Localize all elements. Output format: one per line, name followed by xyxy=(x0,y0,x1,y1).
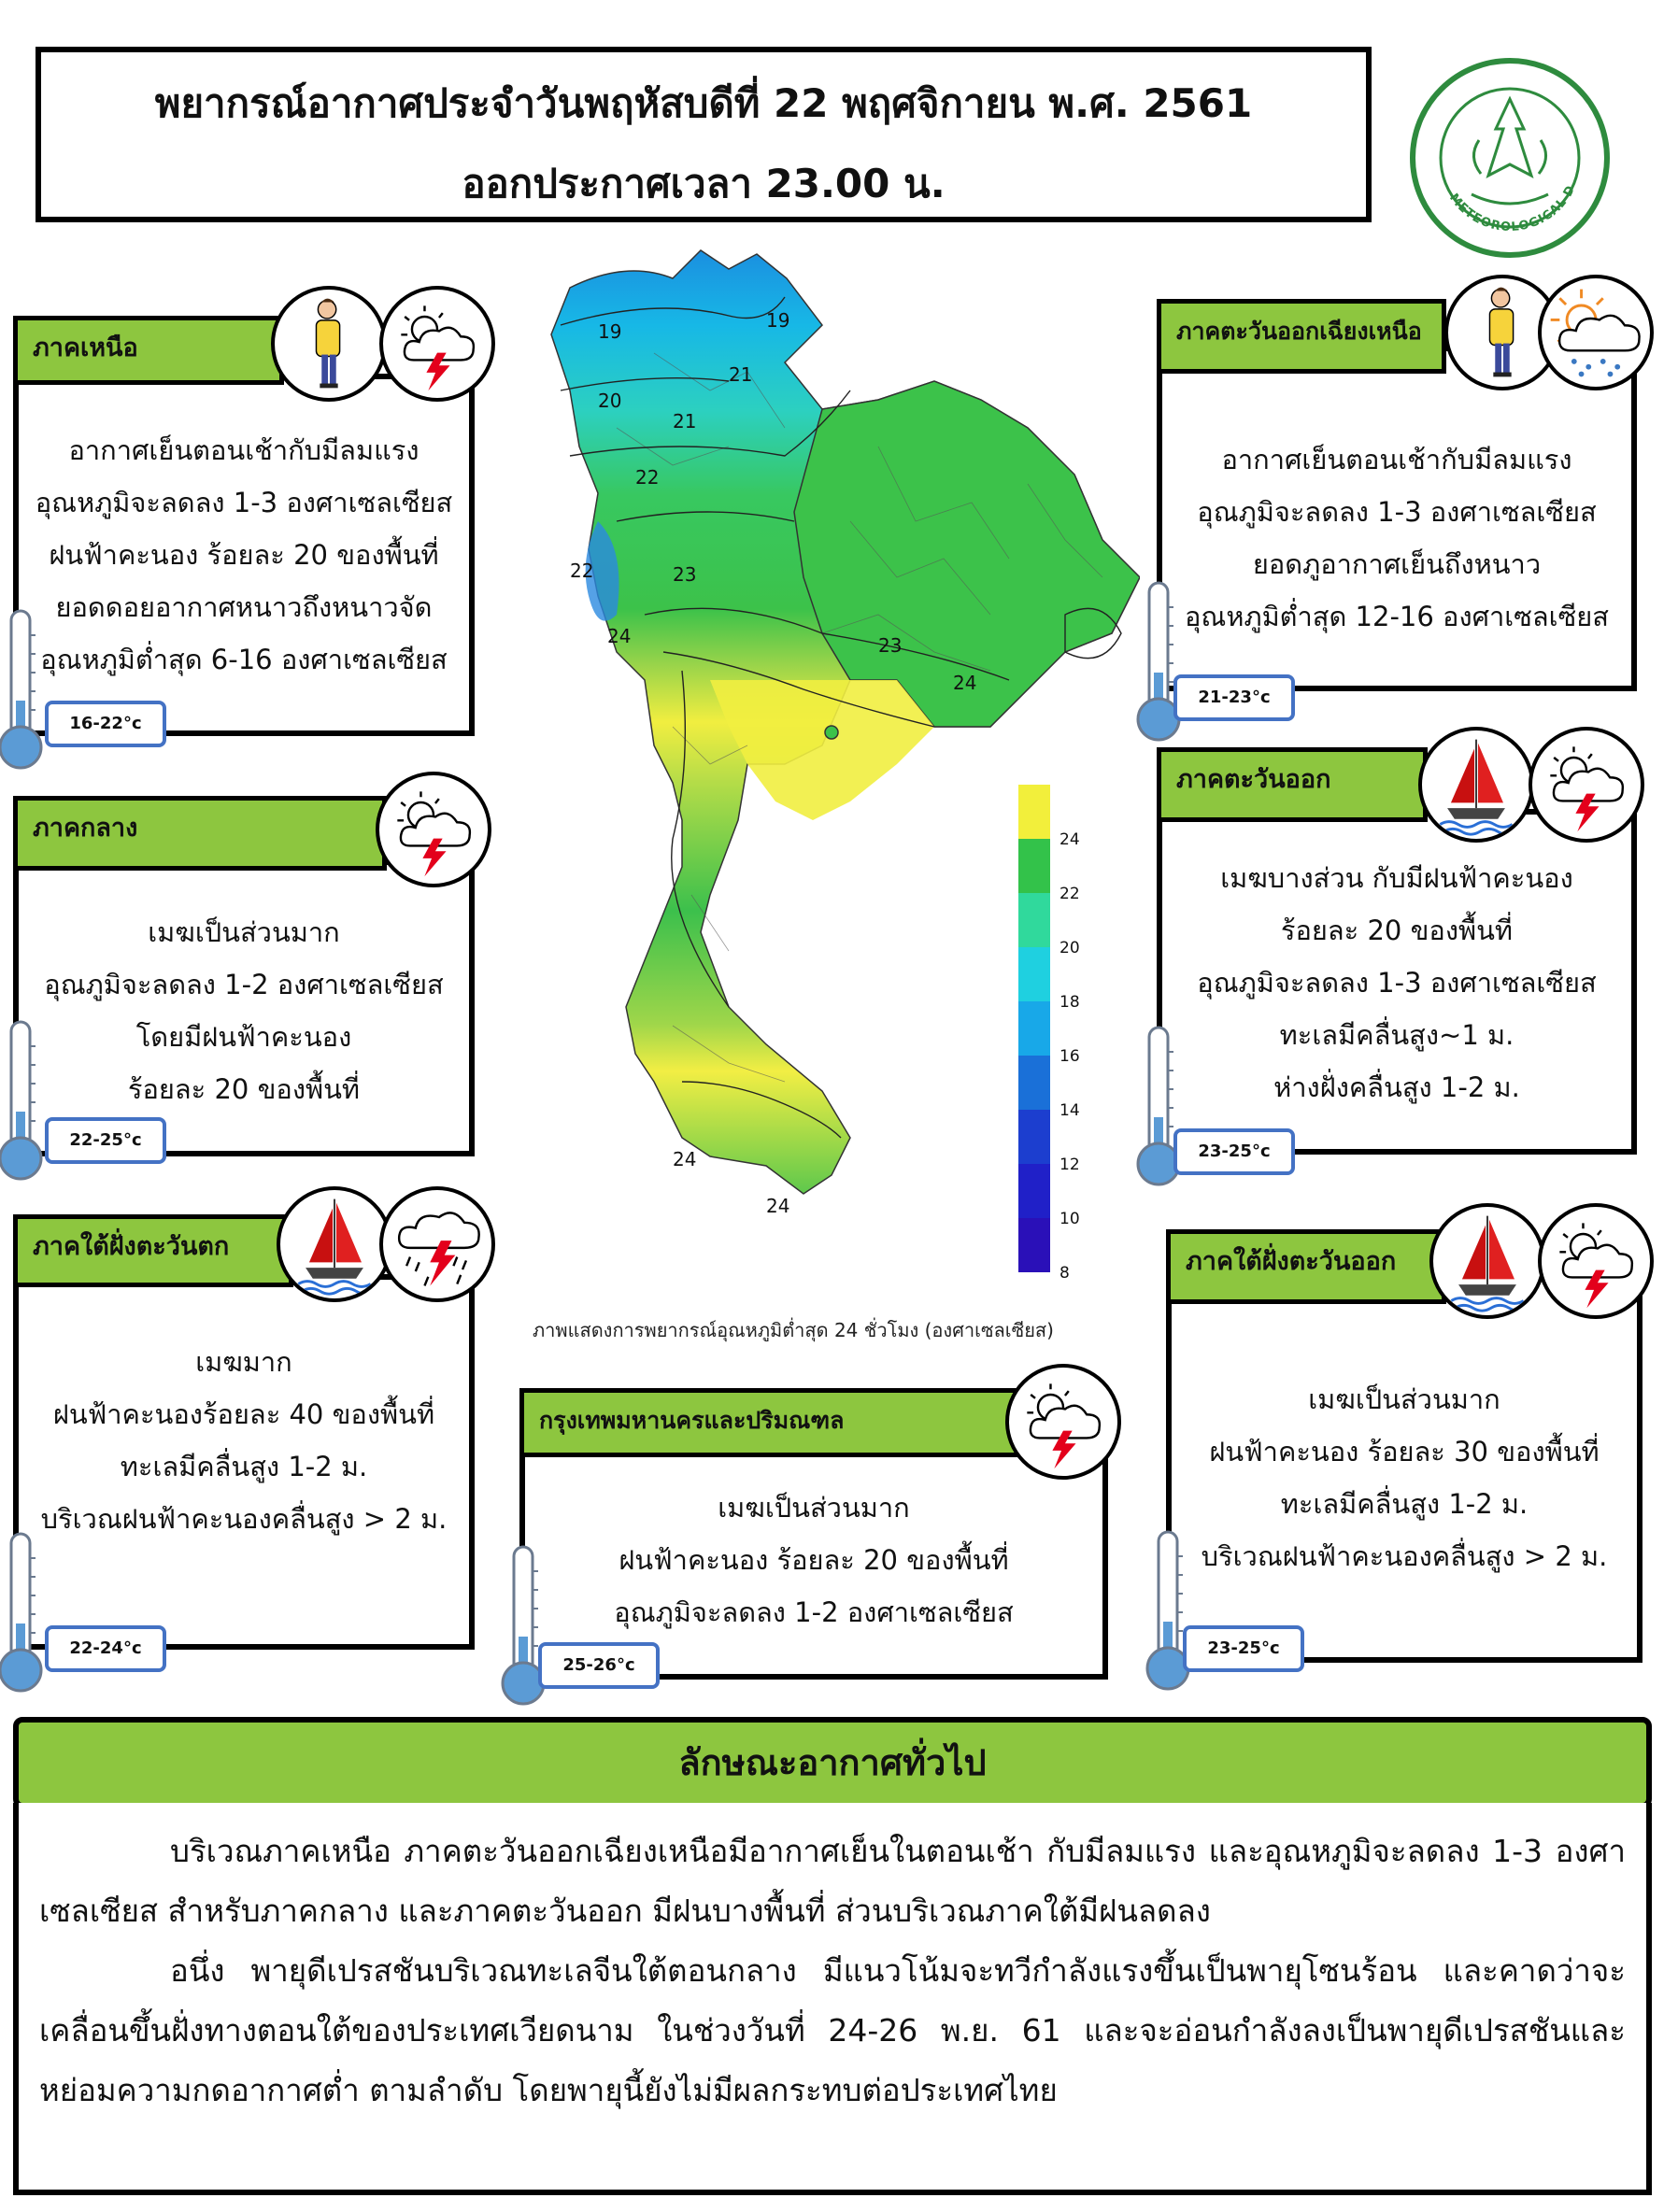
region-card-south-west xyxy=(13,1274,475,1650)
contour-label: 20 xyxy=(598,390,622,412)
contour-label: 19 xyxy=(598,320,622,343)
heavy-thunderstorm-icon xyxy=(379,1186,495,1302)
sailboat-icon xyxy=(277,1186,392,1302)
thunderstorm-icon xyxy=(1005,1364,1121,1480)
legend-tick: 18 xyxy=(1059,993,1080,1012)
central-line: อุณภูมิจะลดลง 1-2 องศาเซลเซียส xyxy=(44,969,444,1000)
map-caption: ภาพแสดงการพยากรณ์อุณหภูมิต่ำสุด 24 ชั่วโมง (องศาเซลเซียส) xyxy=(533,1319,1054,1341)
east-line: ห่างฝั่งคลื่นสูง 1-2 ม. xyxy=(1273,1071,1520,1103)
contour-label: 24 xyxy=(953,672,977,694)
region-card-north xyxy=(13,374,475,736)
temp-range-bangkok: 25-26°c xyxy=(538,1642,660,1689)
logo-text: METEOROLOGICAL D xyxy=(1446,182,1579,235)
region-card-central xyxy=(13,859,475,1156)
region-tab-bangkok: กรุงเทพมหานครและปริมณฑล xyxy=(519,1388,1043,1457)
thermometer-icon xyxy=(0,1530,49,1698)
legend-tick: 14 xyxy=(1059,1101,1080,1120)
region-tab-east: ภาคตะวันออก xyxy=(1157,747,1428,822)
map-legend xyxy=(1017,785,1119,1289)
temp-range-central: 22-25°c xyxy=(45,1117,166,1164)
thunderstorm-icon xyxy=(379,286,495,402)
region-tab-south-west: ภาคใต้ฝั่งตะวันตก xyxy=(13,1214,293,1287)
north-line: ฝนฟ้าคะนอง ร้อยละ 20 ของพื้นที่ xyxy=(49,539,439,571)
issued-time: ออกประกาศเวลา 23.00 น. xyxy=(462,161,946,206)
north-line: อุณหภูมิจะลดลง 1-3 องศาเซลเซียส xyxy=(35,487,453,518)
central-line: เมฆเป็นส่วนมาก xyxy=(148,916,340,948)
region-tab-central: ภาคกลาง xyxy=(13,796,387,871)
legend-tick: 10 xyxy=(1059,1210,1080,1228)
thermometer-icon xyxy=(0,607,49,775)
contour-label: 19 xyxy=(766,309,790,332)
legend-tick: 16 xyxy=(1059,1047,1080,1066)
temp-range-south-east: 23-25°c xyxy=(1183,1625,1304,1672)
east-line: เมฆบางส่วน กับมีฝนฟ้าคะนอง xyxy=(1220,862,1573,894)
general-paragraph: บริเวณภาคเหนือ ภาคตะวันออกเฉียงเหนือมีอากาศเย็นในตอนเช้า กับมีลมแรง และอุณหภูมิจะลดลง 1-3 องศาเซลเซียส สำหรับภาคกลาง และภาคตะวันออก มีฝนบางพื้นที่ ส่วนบริเวณภาคใต้มีฝนลดลง xyxy=(39,1833,1626,1929)
south-west-line: เมฆมาก xyxy=(195,1346,292,1378)
south-west-line: ทะเลมีคลื่นสูง 1-2 ม. xyxy=(120,1451,368,1482)
temp-range-north: 16-22°c xyxy=(45,701,166,747)
thunderstorm-icon xyxy=(1529,727,1644,843)
south-west-line: บริเวณฝนฟ้าคะนองคลื่นสูง > 2 ม. xyxy=(40,1503,448,1535)
east-line: ทะเลมีคลื่นสูง~1 ม. xyxy=(1279,1019,1514,1051)
north-line: อุณหภูมิต่ำสุด 6-16 องศาเซลเซียส xyxy=(40,644,448,675)
temp-range-east: 23-25°c xyxy=(1173,1128,1295,1175)
central-line: โดยมีฝนฟ้าคะนอง xyxy=(135,1021,352,1053)
legend-tick: 20 xyxy=(1059,939,1080,957)
sailboat-icon xyxy=(1418,727,1534,843)
thunderstorm-icon xyxy=(376,772,491,887)
north-line: อากาศเย็นตอนเช้ากับมีลมแรง xyxy=(68,434,420,466)
region-tab-northeast: ภาคตะวันออกเฉียงเหนือ xyxy=(1157,299,1446,374)
region-card-south-east xyxy=(1166,1274,1642,1663)
header-box xyxy=(36,47,1372,222)
east-line: อุณภูมิจะลดลง 1-3 องศาเซลเซียส xyxy=(1197,967,1597,999)
contour-label: 23 xyxy=(673,563,697,586)
north-line: ยอดดอยอากาศหนาวถึงหนาวจัด xyxy=(55,591,433,623)
region-tab-north: ภาคเหนือ xyxy=(13,316,284,385)
sailboat-icon xyxy=(1429,1203,1545,1319)
northeast-line: อุณหภูมิต่ำสุด 12-16 องศาเซลเซียส xyxy=(1185,601,1609,632)
region-tab-south-east: ภาคใต้ฝั่งตะวันออก xyxy=(1166,1229,1446,1304)
general-weather-body xyxy=(13,1803,1652,2195)
region-card-northeast xyxy=(1157,346,1637,691)
bangkok-line: เมฆเป็นส่วนมาก xyxy=(718,1492,910,1524)
south-west-line: ฝนฟ้าคะนองร้อยละ 40 ของพื้นที่ xyxy=(52,1398,435,1430)
south-east-line: ฝนฟ้าคะนอง ร้อยละ 30 ของพื้นที่ xyxy=(1209,1436,1600,1468)
bangkok-line: อุณภูมิจะลดลง 1-2 องศาเซลเซียส xyxy=(614,1596,1014,1628)
legend-tick: 8 xyxy=(1059,1264,1070,1283)
sun-rain-icon xyxy=(1538,275,1654,390)
east-line: ร้อยละ 20 ของพื้นที่ xyxy=(1280,915,1514,946)
northeast-line: อากาศเย็นตอนเช้ากับมีลมแรง xyxy=(1221,444,1572,475)
general-weather-title: ลักษณะอากาศทั่วไป xyxy=(13,1717,1652,1808)
contour-label: 21 xyxy=(729,363,753,386)
person-cold-icon xyxy=(271,286,387,402)
thermometer-icon xyxy=(1131,579,1187,747)
contour-label: 22 xyxy=(570,560,594,582)
meteorological-department-logo xyxy=(1406,54,1614,262)
northeast-line: ยอดภูอากาศเย็นถึงหนาว xyxy=(1252,548,1542,580)
legend-tick: 22 xyxy=(1059,885,1080,903)
contour-label: 22 xyxy=(635,466,660,489)
legend-tick: 12 xyxy=(1059,1156,1080,1174)
northeast-line: อุณภูมิจะลดลง 1-3 องศาเซลเซียส xyxy=(1197,496,1597,528)
seal-icon xyxy=(1406,54,1614,262)
south-east-line: บริเวณฝนฟ้าคะนองคลื่นสูง > 2 ม. xyxy=(1201,1540,1608,1572)
contour-label: 24 xyxy=(766,1195,790,1217)
central-line: ร้อยละ 20 ของพื้นที่ xyxy=(127,1073,361,1105)
bangkok-line: ฝนฟ้าคะนอง ร้อยละ 20 ของพื้นที่ xyxy=(619,1544,1009,1576)
contour-label: 21 xyxy=(673,410,697,432)
page-title: พยากรณ์อากาศประจำวันพฤหัสบดีที่ 22 พฤศจิกายน พ.ศ. 2561 xyxy=(154,80,1253,126)
temp-range-south-west: 22-24°c xyxy=(45,1625,166,1672)
temp-range-northeast: 21-23°c xyxy=(1173,674,1295,721)
south-east-line: เมฆเป็นส่วนมาก xyxy=(1308,1383,1500,1415)
contour-label: 24 xyxy=(607,625,632,647)
contour-label: 24 xyxy=(673,1148,697,1170)
general-paragraph: อนึ่ง พายุดีเปรสชันบริเวณทะเลจีนใต้ตอนกลาง มีแนวโน้มจะทวีกำลังแรงขึ้นเป็นพายุโซนร้อน และคาดว่าจะเคลื่อนขึ้นฝั่งทางตอนใต้ของประเทศเวียดนาม ในช่วงวันที่ 24-26 พ.ย. 61 และจะอ่อนกำลังลงเป็นพายุดีเปรสชันและหย่อมความกดอากาศต่ำ ตามลำดับ โดยพายุนี้ยังไม่มีผลกระทบต่อประเทศไทย xyxy=(39,1952,1626,2108)
south-east-line: ทะเลมีคลื่นสูง 1-2 ม. xyxy=(1280,1488,1529,1520)
contour-label: 23 xyxy=(878,634,903,657)
thermometer-icon xyxy=(0,1018,49,1186)
legend-tick: 24 xyxy=(1059,830,1080,849)
region-card-east xyxy=(1157,809,1637,1155)
thunderstorm-icon xyxy=(1538,1203,1654,1319)
